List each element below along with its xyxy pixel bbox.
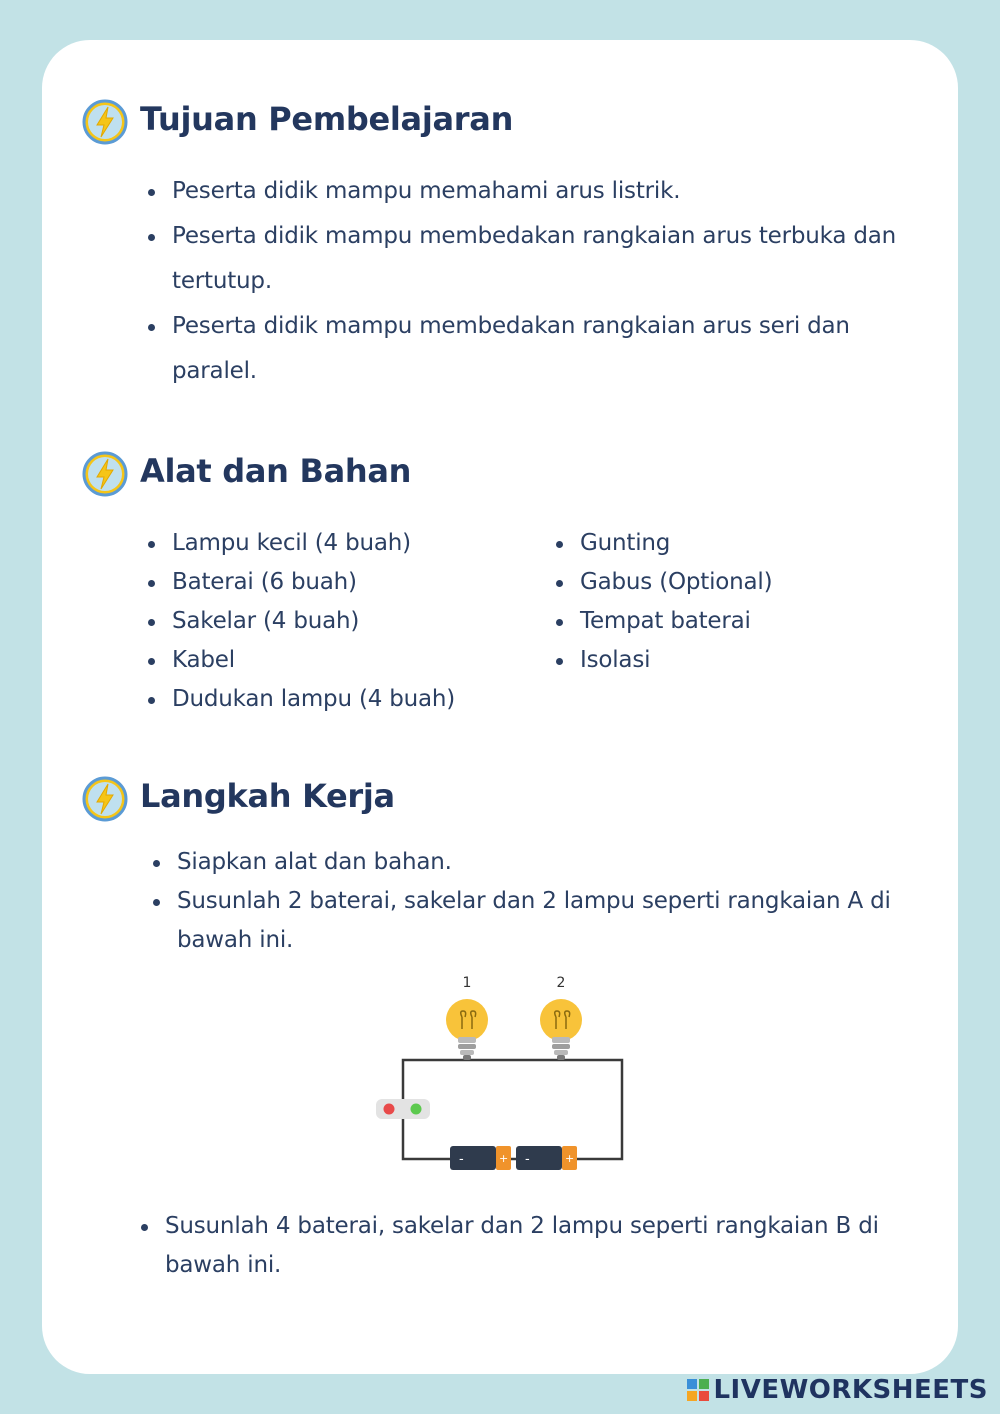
list-item: Peserta didik mampu membedakan rangkaian arus seri dan paralel. [146, 304, 906, 394]
battery-icon [450, 1146, 511, 1170]
battery-icon [516, 1146, 577, 1170]
langkah-list-after [139, 1207, 899, 1285]
section-title-alat: Alat dan Bahan [140, 452, 412, 490]
list-item: Dudukan lampu (4 buah) [146, 680, 526, 719]
list-item: Susunlah 4 baterai, sakelar dan 2 lampu seperti rangkaian B di bawah ini. [139, 1207, 899, 1285]
list-item: Susunlah 2 baterai, sakelar dan 2 lampu seperti rangkaian A di bawah ini. [151, 882, 906, 960]
list-item: Peserta didik mampu membedakan rangkaian arus terbuka dan tertutup. [146, 214, 906, 304]
section-title-tujuan: Tujuan Pembelajaran [140, 100, 514, 138]
list-item: Baterai (6 buah) [146, 563, 526, 602]
battery-minus-label: - [459, 1152, 464, 1167]
list-item: Peserta didik mampu memahami arus listrik. [146, 169, 906, 214]
switch-icon [376, 1099, 430, 1119]
list-item: Siapkan alat dan bahan. [151, 843, 906, 882]
list-item: Gunting [554, 524, 914, 563]
alat-list-left [146, 524, 526, 719]
list-item: Isolasi [554, 641, 914, 680]
list-item: Kabel [146, 641, 526, 680]
circuit-wire [403, 1060, 622, 1159]
list-item: Lampu kecil (4 buah) [146, 524, 526, 563]
lightning-icon [82, 451, 128, 497]
langkah-list [151, 843, 906, 960]
lamp-bulb-icon [540, 999, 582, 1060]
list-item: Gabus (Optional) [554, 563, 914, 602]
lamp-bulb-icon [446, 999, 488, 1060]
tujuan-list [146, 169, 906, 394]
section-title-langkah: Langkah Kerja [140, 777, 395, 815]
lightning-icon [82, 99, 128, 145]
circuit-a-diagram [370, 965, 640, 1175]
list-item: Sakelar (4 buah) [146, 602, 526, 641]
liveworksheets-logo-icon [687, 1379, 709, 1401]
alat-list-right [554, 524, 914, 680]
battery-plus-label: + [565, 1152, 575, 1165]
list-item: Tempat baterai [554, 602, 914, 641]
battery-plus-label: + [499, 1152, 509, 1165]
lightning-icon [82, 776, 128, 822]
lamp-label: 1 [462, 975, 472, 991]
battery-minus-label: - [525, 1152, 530, 1167]
lamp-label: 2 [556, 975, 566, 991]
logo-text: LIVEWORKSHEETS [713, 1375, 988, 1405]
liveworksheets-logo[interactable] [687, 1374, 988, 1406]
